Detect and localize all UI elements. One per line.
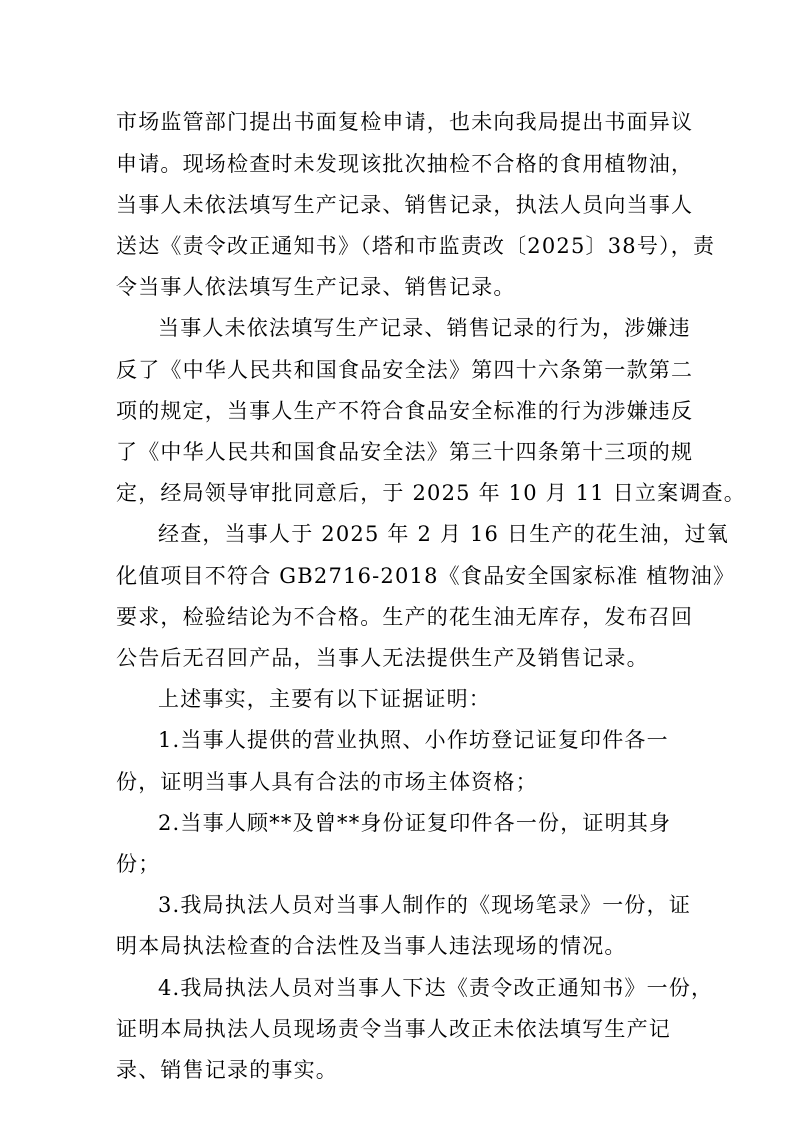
text-line: 定，经局领导审批同意后，于 2025 年 10 月 11 日立案调查。 (116, 481, 746, 505)
text-line: 令当事人依法填写生产记录、销售记录。 (116, 275, 516, 299)
text-line: 明本局执法检查的合法性及当事人违法现场的情况。 (116, 934, 627, 958)
text-line: 化值项目不符合 GB2716-2018《食品安全国家标准 植物油》 (116, 564, 736, 588)
text-line: 申请。现场检查时未发现该批次抽检不合格的食用植物油， (116, 152, 694, 176)
text-line: 份，证明当事人具有合法的市场主体资格； (116, 770, 538, 794)
paragraph-start-line: 经查，当事人于 2025 年 2 月 16 日生产的花生油，过氧 (158, 522, 729, 546)
text-line: 了《中华人民共和国食品安全法》第三十四条第十三项的规 (116, 440, 694, 464)
evidence-item: 4.我局执法人员对当事人下达《责令改正通知书》一份， (158, 976, 714, 1000)
text-line: 送达《责令改正通知书》（塔和市监责改〔2025〕38号），责 (116, 234, 716, 258)
text-line: 要求，检验结论为不合格。生产的花生油无库存，发布召回 (116, 605, 694, 629)
evidence-item: 1.当事人提供的营业执照、小作坊登记证复印件各一 (158, 728, 669, 752)
text-line: 市场监管部门提出书面复检申请，也未向我局提出书面异议 (116, 110, 694, 134)
text-line: 份； (116, 852, 161, 876)
text-line: 公告后无召回产品，当事人无法提供生产及销售记录。 (116, 646, 649, 670)
text-line: 当事人未依法填写生产记录、销售记录，执法人员向当事人 (116, 193, 694, 217)
paragraph-start-line: 当事人未依法填写生产记录、销售记录的行为，涉嫌违 (158, 316, 691, 340)
text-line: 证明本局执法人员现场责令当事人改正未依法填写生产记 (116, 1017, 671, 1041)
text-line: 录、销售记录的事实。 (116, 1058, 338, 1082)
evidence-item: 3.我局执法人员对当事人制作的《现场笔录》一份，证 (158, 893, 692, 917)
evidence-heading: 上述事实，主要有以下证据证明： (158, 687, 491, 711)
text-line: 反了《中华人民共和国食品安全法》第四十六条第一款第二 (116, 358, 694, 382)
text-line: 项的规定，当事人生产不符合食品安全标准的行为涉嫌违反 (116, 399, 694, 423)
evidence-item: 2.当事人顾**及曾**身份证复印件各一份，证明其身 (158, 811, 672, 835)
